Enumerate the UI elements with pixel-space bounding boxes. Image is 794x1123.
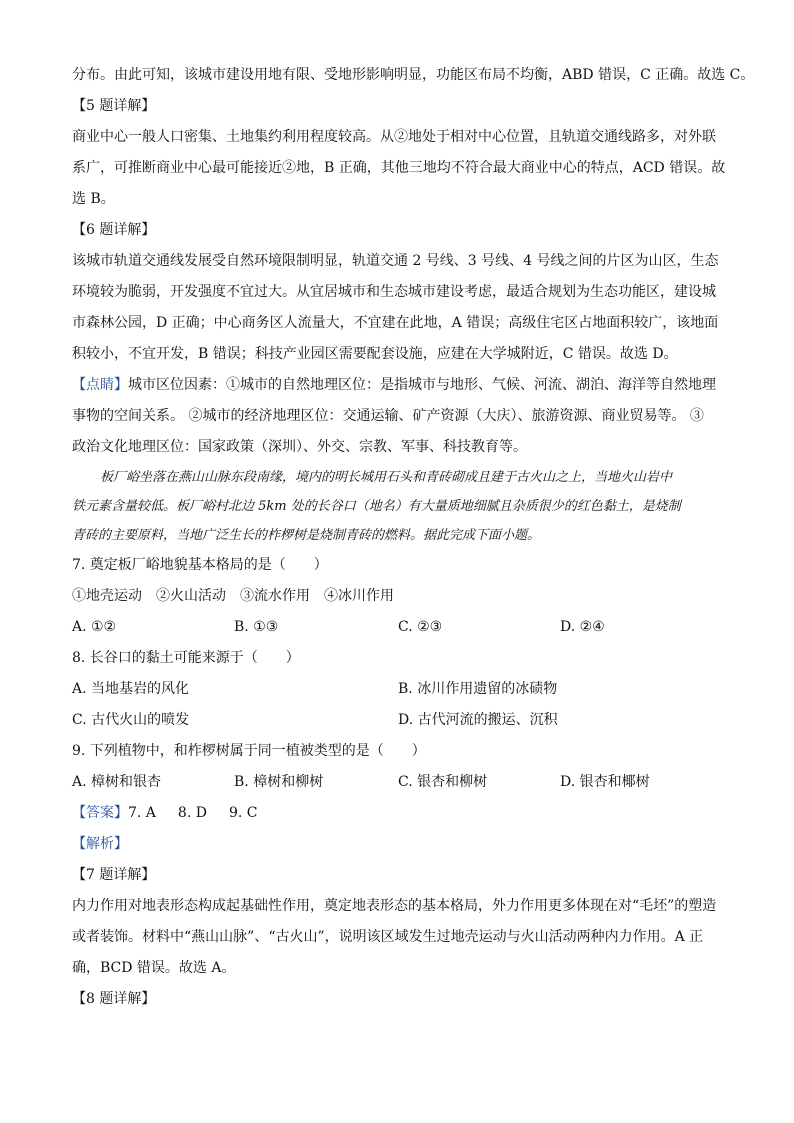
answer-q8: 8. D: [177, 805, 207, 821]
paragraph-line: 积较小，不宜开发，B 错误；科技产业园区需要配套设施，应建在大学城附近，C 错误。故选 D。: [72, 346, 678, 362]
tip-line: 政治文化地理区位：国家政策（深圳）、外交、宗教、军事、科技教育等。: [72, 439, 527, 455]
paragraph-line: 系广，可推断商业中心最可能接近②地，B 正确，其他三地均不符合最大商业中心的特点，ACD 错误。故: [72, 160, 726, 176]
material-line: 青砖的主要原料，当地广泛生长的柞椤树是烧制青砖的燃料。据此完成下面小题。: [72, 528, 541, 543]
options-q9: [72, 767, 727, 798]
paragraph-line: 或者装饰。材料中“燕山山脉”、“古火山”，说明该区域发生过地壳运动与火山活动两种内力作用。A 正: [72, 929, 704, 945]
options-q8-row1: [72, 674, 727, 705]
answer-line: [72, 798, 727, 829]
option-b: B. 冰川作用遗留的冰碛物: [398, 681, 558, 697]
option-c: C. 古代火山的喷发: [72, 712, 190, 728]
section-heading-q6: 【6 题详解】: [72, 222, 156, 238]
answer-q7: 7. A: [128, 805, 156, 821]
tip-line: [72, 370, 727, 401]
option-d: D. ②④: [560, 619, 605, 635]
option-d: D. 古代河流的搬运、沉积: [398, 712, 558, 728]
question-stem-q8: 8. 长谷口的黏土可能来源于（ ）: [72, 650, 300, 666]
options-q8-row2: [72, 705, 727, 736]
section-heading-q5: 【5 题详解】: [72, 98, 156, 114]
tip-text: 城市区位因素：①城市的自然地理区位：是指城市与地形、气候、河流、湖泊、海洋等自然地理: [128, 377, 716, 393]
question-items-q7: ①地壳运动 ②火山活动 ③流水作用 ④冰川作用: [72, 588, 394, 604]
option-c: C. 银杏和柳树: [398, 774, 488, 790]
paragraph-line: 确，BCD 错误。故选 A。: [72, 960, 236, 976]
option-d: D. 银杏和椰树: [560, 774, 650, 790]
paragraph-line: 该城市轨道交通线发展受自然环境限制明显，轨道交通 2 号线、3 号线、4 号线之间的片区为山区，生态: [72, 253, 719, 269]
option-a: A. ①②: [72, 619, 117, 635]
question-stem-q7: 7. 奠定板厂峪地貌基本格局的是（ ）: [72, 557, 328, 573]
material-line: 铁元素含量较低。板厂峪村北边 5km 处的长谷口（地名）有大量质地细腻且杂质很少的红色黏土，是烧制: [72, 499, 681, 514]
option-c: C. ②③: [398, 619, 443, 635]
option-b: B. 樟树和柳树: [234, 774, 324, 790]
paragraph-line: 商业中心一般人口密集、土地集约利用程度较高。从②地处于相对中心位置，且轨道交通线路多，对外联: [72, 129, 716, 145]
question-stem-q9: 9. 下列植物中，和柞椤树属于同一植被类型的是（ ）: [72, 743, 426, 759]
analysis-label: 【解析】: [72, 836, 128, 852]
section-heading-q7: 【7 题详解】: [72, 867, 156, 883]
paragraph-line: 内力作用对地表形态构成起基础性作用，奠定地表形态的基本格局，外力作用更多体现在对“毛坯”的塑造: [72, 898, 717, 914]
document-page: [72, 60, 755, 1015]
tip-label: 【点睛】: [72, 377, 128, 393]
paragraph-line: 环境较为脆弱，开发强度不宜过大。从宜居城市和生态城市建设考虑，最适合规划为生态功能区，建设城: [72, 284, 716, 300]
option-a: A. 当地基岩的风化: [72, 681, 190, 697]
options-q7: [72, 612, 727, 643]
option-a: A. 樟树和银杏: [72, 774, 162, 790]
paragraph-line: 分布。由此可知，该城市建设用地有限、受地形影响明显，功能区布局不均衡，ABD 错误，C 正确。故选 C。: [72, 67, 755, 83]
paragraph-line: 市森林公园，D 正确；中心商务区人流量大，不宜建在此地，A 错误；高级住宅区占地面积较广，该地面: [72, 315, 719, 331]
section-heading-q8: 【8 题详解】: [72, 991, 156, 1007]
tip-line: 事物的空间关系。 ②城市的经济地理区位：交通运输、矿产资源（大庆）、旅游资源、商业贸易等。 ③: [72, 408, 704, 424]
answer-q9: 9. C: [228, 805, 258, 821]
answer-label: 【答案】: [72, 805, 128, 821]
paragraph-line: 选 B。: [72, 191, 115, 207]
material-line: 板厂峪坐落在燕山山脉东段南缘，境内的明长城用石头和青砖砌成且建于古火山之上，当地火山岩中: [100, 470, 673, 485]
option-b: B. ①③: [234, 619, 279, 635]
